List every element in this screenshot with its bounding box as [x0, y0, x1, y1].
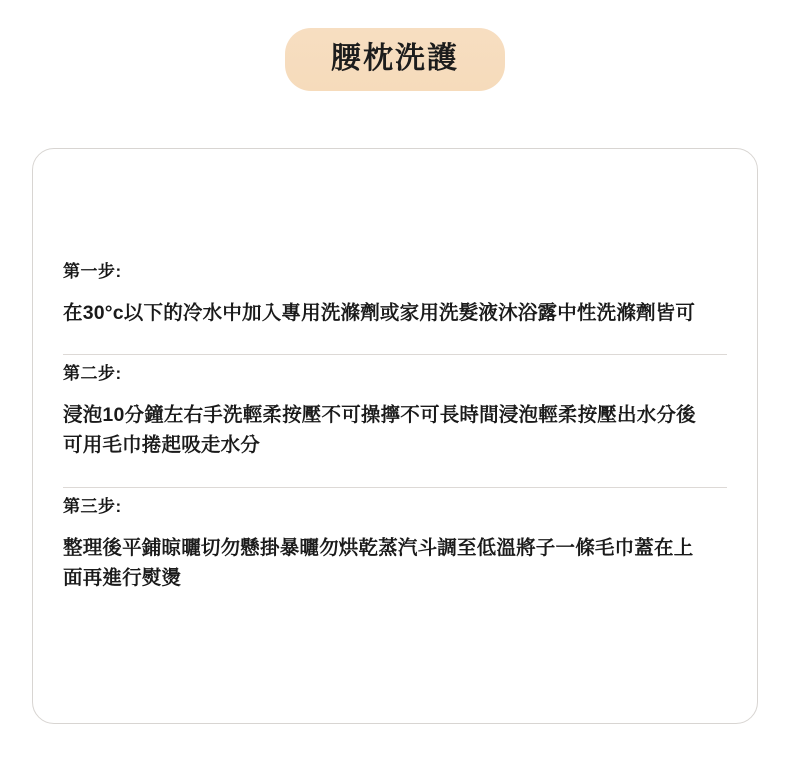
step-item-2: [63, 355, 727, 486]
step-text-3: 整理後平鋪晾曬切勿懸掛暴曬勿烘乾蒸汽斗調至低溫將子一條毛巾蓋在上面再進行熨燙: [63, 536, 694, 589]
page-title-badge: [285, 28, 505, 91]
steps-list: [33, 149, 757, 723]
step-item-3: [63, 488, 727, 619]
step-item-1: [63, 253, 727, 354]
step-text-1: 在30°c以下的冷水中加入專用洗滌劑或家用洗髮液沐浴露中性洗滌劑皆可: [63, 301, 696, 324]
care-instructions-card: [32, 148, 758, 724]
step-label-2: 第二步:: [63, 364, 122, 384]
page-title: 腰枕洗護: [331, 42, 459, 75]
step-text-2: 浸泡10分鐘左右手洗輕柔按壓不可操擰不可長時間浸泡輕柔按壓出水分後可用毛巾捲起吸走水分: [63, 404, 696, 457]
title-container: [0, 0, 790, 91]
step-label-3: 第三步:: [63, 496, 122, 516]
step-label-1: 第一步:: [63, 261, 122, 281]
